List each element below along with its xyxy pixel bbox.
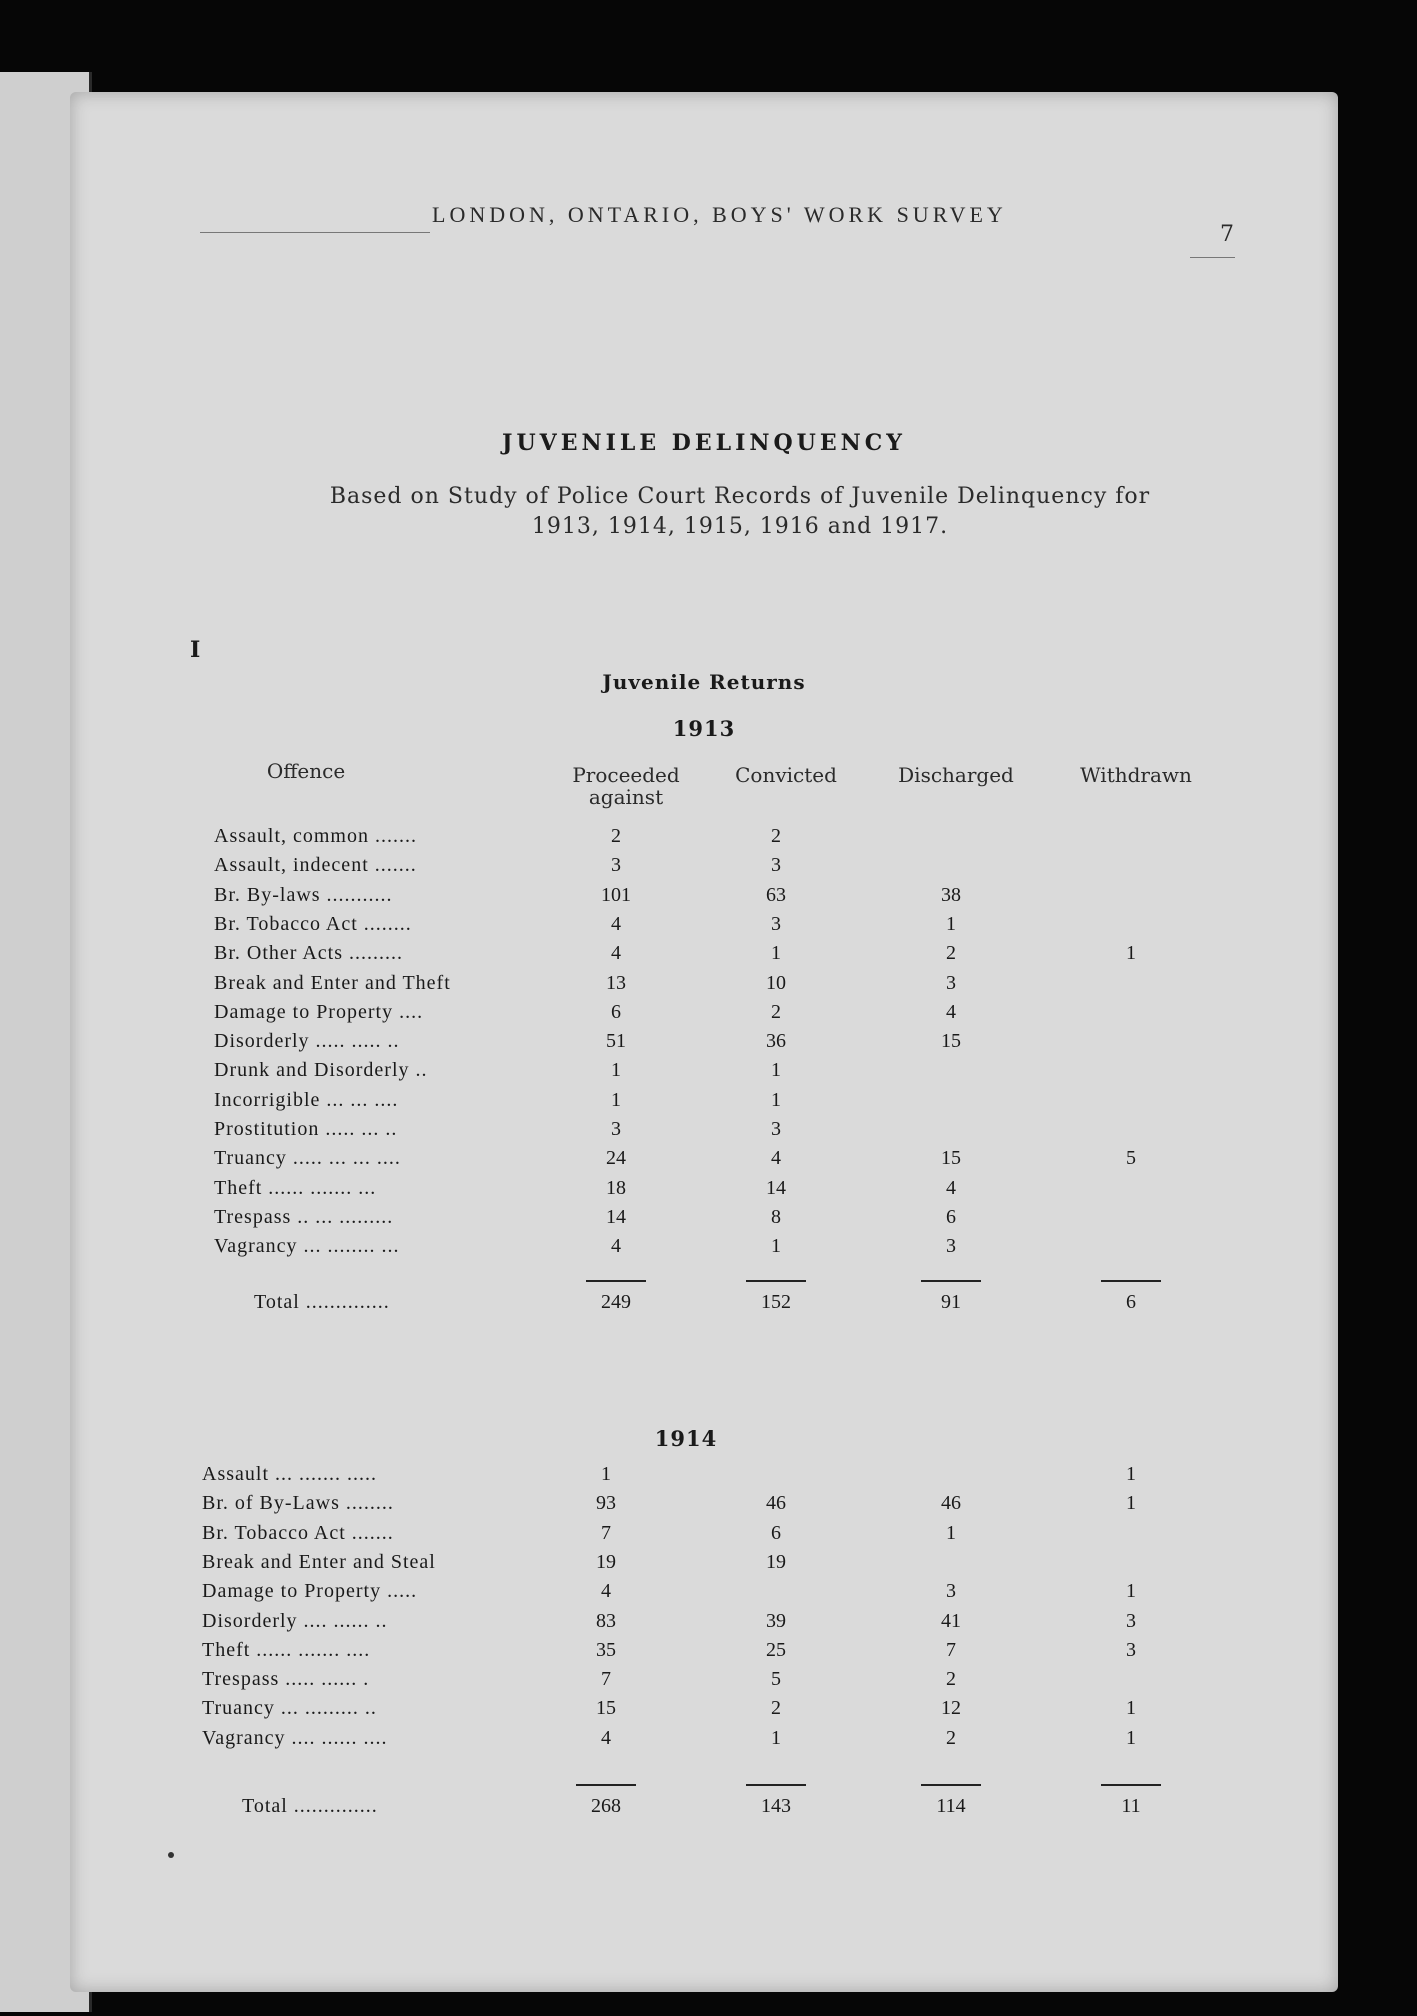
table-row	[214, 910, 1214, 939]
proceeded-cell: 51	[606, 1030, 626, 1053]
proceeded-cell: 24	[606, 1147, 626, 1170]
year-heading-1913: 1913	[672, 716, 736, 741]
convicted-cell: 10	[766, 971, 786, 994]
table-row	[202, 1489, 1202, 1518]
offence-cell: Damage to Property .....	[202, 1580, 418, 1603]
table-row	[202, 1548, 1202, 1577]
proceeded-cell: 1	[611, 1059, 621, 1082]
convicted-cell: 39	[766, 1609, 786, 1632]
column-header-proceeded	[546, 764, 706, 808]
offence-cell: Assault, indecent .......	[214, 854, 417, 877]
total-rule-withdrawn	[1101, 1280, 1161, 1282]
convicted-cell: 3	[771, 912, 781, 935]
offence-cell: Br. Other Acts .........	[214, 942, 403, 965]
convicted-cell: 8	[771, 1205, 781, 1228]
total-rule-discharged	[921, 1280, 981, 1282]
header-rule-right	[1190, 257, 1235, 258]
proceeded-cell: 35	[596, 1638, 616, 1661]
offence-cell: Incorrigible ... ... ....	[214, 1088, 399, 1111]
convicted-cell: 1	[771, 942, 781, 965]
withdrawn-cell: 3	[1126, 1609, 1136, 1632]
convicted-cell: 4	[771, 1147, 781, 1170]
discharged-cell: 6	[946, 1205, 956, 1228]
proceeded-cell: 1	[611, 1088, 621, 1111]
offence-cell: Trespass ..... ...... .	[202, 1668, 370, 1691]
table-row	[202, 1519, 1202, 1548]
offence-cell: Br. of By-Laws ........	[202, 1492, 394, 1515]
discharged-cell: 3	[946, 971, 956, 994]
proceeded-cell: 19	[596, 1550, 616, 1573]
table-row	[214, 1174, 1214, 1203]
table-row	[214, 969, 1214, 998]
withdrawn-cell: 1	[1126, 1463, 1136, 1485]
proceeded-cell: 7	[601, 1521, 611, 1544]
convicted-cell: 63	[766, 883, 786, 906]
table-row	[214, 1086, 1214, 1115]
convicted-cell: 2	[771, 825, 781, 847]
withdrawn-cell: 1	[1126, 1726, 1136, 1749]
column-header-withdrawn: Withdrawn	[1080, 763, 1192, 787]
convicted-cell: 2	[771, 1697, 781, 1720]
subtitle-line-1: Based on Study of Police Court Records of Juvenile Delinquency for	[329, 484, 1151, 509]
proceeded-cell: 7	[601, 1668, 611, 1691]
withdrawn-cell: 1	[1126, 1580, 1136, 1603]
total-rule-discharged	[921, 1784, 981, 1786]
proceeded-cell: 4	[601, 1580, 611, 1603]
page-speck	[168, 1852, 174, 1858]
subtitle-line-2: 1913, 1914, 1915, 1916 and 1917.	[531, 514, 949, 539]
total-row	[202, 1792, 1202, 1821]
table-row	[214, 881, 1214, 910]
total-withdrawn-cell: 6	[1126, 1291, 1136, 1313]
table-row	[214, 1056, 1214, 1085]
table-row	[214, 1232, 1214, 1261]
proceeded-cell: 3	[611, 854, 621, 877]
convicted-cell: 6	[771, 1521, 781, 1544]
proceeded-cell: 1	[601, 1463, 611, 1485]
discharged-cell: 3	[946, 1580, 956, 1603]
total-row	[214, 1288, 1214, 1317]
convicted-cell: 2	[771, 1000, 781, 1023]
offence-cell: Theft ...... ....... ....	[202, 1638, 371, 1661]
discharged-cell: 3	[946, 1235, 956, 1258]
discharged-cell: 41	[941, 1609, 961, 1632]
table-row	[202, 1607, 1202, 1636]
discharged-cell: 12	[941, 1697, 961, 1720]
offence-cell: Break and Enter and Steal	[202, 1550, 436, 1573]
column-header-proceeded-line1: Proceeded	[572, 763, 680, 787]
total-withdrawn-cell: 11	[1121, 1795, 1141, 1817]
discharged-cell: 4	[946, 1176, 956, 1199]
offence-cell: Disorderly ..... ..... ..	[214, 1030, 400, 1053]
table-row	[202, 1577, 1202, 1606]
convicted-cell: 5	[771, 1668, 781, 1691]
offence-cell: Drunk and Disorderly ..	[214, 1059, 428, 1082]
proceeded-cell: 2	[611, 825, 621, 847]
discharged-cell: 38	[941, 883, 961, 906]
proceeded-cell: 6	[611, 1000, 621, 1023]
discharged-cell: 1	[946, 912, 956, 935]
discharged-cell: 2	[946, 942, 956, 965]
offence-cell: Theft ...... ....... ...	[214, 1176, 377, 1199]
total-proceeded-cell: 268	[591, 1795, 621, 1817]
proceeded-cell: 4	[611, 912, 621, 935]
table-row	[214, 939, 1214, 968]
offence-cell: Break and Enter and Theft	[214, 971, 451, 994]
section-numeral: I	[190, 637, 201, 663]
proceeded-cell: 4	[611, 1235, 621, 1258]
withdrawn-cell: 1	[1126, 1492, 1136, 1515]
offence-cell: Br. By-laws ...........	[214, 883, 393, 906]
total-discharged-cell: 114	[936, 1795, 966, 1817]
convicted-cell: 1	[771, 1726, 781, 1749]
proceeded-cell: 14	[606, 1205, 626, 1228]
proceeded-cell: 18	[606, 1176, 626, 1199]
total-discharged-cell: 91	[941, 1291, 961, 1313]
convicted-cell: 3	[771, 854, 781, 877]
discharged-cell: 7	[946, 1638, 956, 1661]
convicted-cell: 1	[771, 1088, 781, 1111]
proceeded-cell: 4	[611, 942, 621, 965]
offence-cell: Br. Tobacco Act .......	[202, 1521, 394, 1544]
convicted-cell: 19	[766, 1550, 786, 1573]
withdrawn-cell: 1	[1126, 942, 1136, 965]
proceeded-cell: 101	[601, 883, 631, 906]
convicted-cell: 25	[766, 1638, 786, 1661]
table-row	[214, 1203, 1214, 1232]
discharged-cell: 2	[946, 1726, 956, 1749]
table-row	[214, 1144, 1214, 1173]
year-heading-1914: 1914	[654, 1426, 718, 1451]
offence-cell: Disorderly .... ...... ..	[202, 1609, 388, 1632]
convicted-cell: 1	[771, 1235, 781, 1258]
total-rule-convicted	[746, 1280, 806, 1282]
total-convicted-cell: 143	[761, 1795, 791, 1817]
offence-cell: Trespass .. ... .........	[214, 1205, 394, 1228]
total-proceeded-cell: 249	[601, 1291, 631, 1313]
offence-cell: Assault, common .......	[214, 825, 417, 847]
table-row	[214, 851, 1214, 880]
offence-cell: Br. Tobacco Act ........	[214, 912, 412, 935]
column-header-convicted: Convicted	[735, 763, 837, 787]
convicted-cell: 14	[766, 1176, 786, 1199]
column-header-offence: Offence	[266, 759, 346, 783]
document-page	[70, 92, 1338, 1992]
page-number: 7	[1220, 222, 1234, 247]
total-rule-proceeded	[576, 1784, 636, 1786]
table-title: Juvenile Returns	[602, 670, 806, 694]
table-row	[202, 1665, 1202, 1694]
header-rule-left	[200, 232, 430, 233]
withdrawn-cell: 1	[1126, 1697, 1136, 1720]
total-rule-convicted	[746, 1784, 806, 1786]
withdrawn-cell: 5	[1126, 1147, 1136, 1170]
total-rule-proceeded	[586, 1280, 646, 1282]
running-head: LONDON, ONTARIO, BOYS' WORK SURVEY	[432, 202, 1007, 227]
proceeded-cell: 83	[596, 1609, 616, 1632]
total-convicted-cell: 152	[761, 1291, 791, 1313]
table-row	[214, 1027, 1214, 1056]
convicted-cell: 1	[771, 1059, 781, 1082]
table-row	[202, 1724, 1202, 1753]
offence-cell: Prostitution ..... ... ..	[214, 1118, 398, 1140]
discharged-cell: 2	[946, 1668, 956, 1691]
offence-cell: Vagrancy .... ...... ....	[202, 1726, 388, 1749]
offence-cell: Vagrancy ... ........ ...	[214, 1235, 400, 1258]
proceeded-cell: 93	[596, 1492, 616, 1515]
discharged-cell: 4	[946, 1000, 956, 1023]
convicted-cell: 36	[766, 1030, 786, 1053]
offence-cell: Truancy ... ......... ..	[202, 1697, 377, 1720]
table-row	[214, 822, 1214, 851]
column-header-proceeded-line2: against	[588, 785, 664, 809]
discharged-cell: 46	[941, 1492, 961, 1515]
discharged-cell: 15	[941, 1030, 961, 1053]
table-row	[202, 1460, 1202, 1489]
total-rule-withdrawn	[1101, 1784, 1161, 1786]
withdrawn-cell: 3	[1126, 1638, 1136, 1661]
subtitle	[250, 482, 1230, 542]
table-row	[214, 998, 1214, 1027]
total-label: Total ..............	[254, 1291, 390, 1313]
page-title: JUVENILE DELINQUENCY	[502, 430, 906, 456]
table-row	[214, 1115, 1214, 1144]
proceeded-cell: 13	[606, 971, 626, 994]
proceeded-cell: 3	[611, 1118, 621, 1140]
table-row	[202, 1636, 1202, 1665]
discharged-cell: 1	[946, 1521, 956, 1544]
total-label: Total ..............	[242, 1795, 378, 1817]
offence-cell: Assault ... ....... .....	[202, 1463, 377, 1485]
proceeded-cell: 4	[601, 1726, 611, 1749]
proceeded-cell: 15	[596, 1697, 616, 1720]
convicted-cell: 3	[771, 1118, 781, 1140]
offence-cell: Damage to Property ....	[214, 1000, 424, 1023]
convicted-cell: 46	[766, 1492, 786, 1515]
offence-cell: Truancy ..... ... ... ....	[214, 1147, 401, 1170]
column-header-discharged: Discharged	[898, 763, 1014, 787]
discharged-cell: 15	[941, 1147, 961, 1170]
table-row	[202, 1694, 1202, 1723]
